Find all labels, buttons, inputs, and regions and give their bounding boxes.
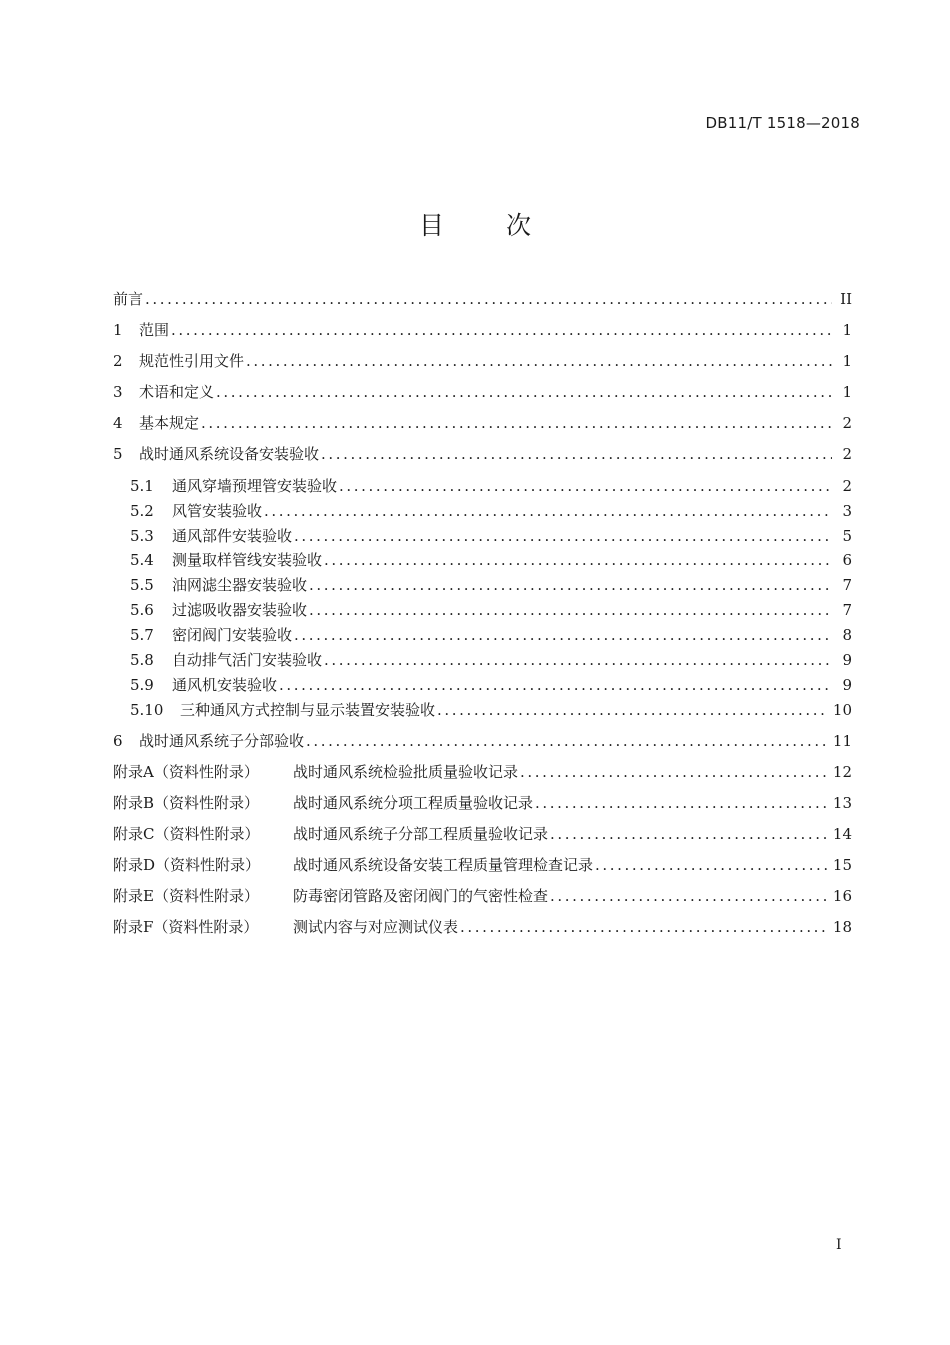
toc-leader-dots <box>339 477 832 495</box>
toc-appendix-tag: 附录B（资料性附录） <box>113 794 260 812</box>
page-title <box>0 206 950 242</box>
toc-entry-number: 4 <box>113 414 123 432</box>
toc-page-number: 1 <box>842 352 852 370</box>
toc-page-number: 18 <box>832 918 852 936</box>
toc-entry-number: 5.5 <box>130 576 154 594</box>
toc-page-number: 11 <box>832 732 852 750</box>
toc-page-number: 6 <box>842 551 852 569</box>
toc-leader-dots <box>550 825 827 843</box>
toc-entry-title: 前言 <box>113 290 144 308</box>
toc-entry-5-9[interactable] <box>113 674 852 698</box>
toc-leader-dots <box>595 856 827 874</box>
toc-page-number: 13 <box>832 794 852 812</box>
toc-entry-title: 战时通风系统设备安装工程质量管理检查记录 <box>293 856 594 874</box>
toc-leader-dots <box>306 732 827 750</box>
toc-entry-appendix-a[interactable] <box>113 761 852 785</box>
toc-entry-appendix-d[interactable] <box>113 854 852 878</box>
toc-page-number: 15 <box>832 856 852 874</box>
toc-entry-title: 通风部件安装验收 <box>172 527 293 545</box>
toc-leader-dots <box>520 763 827 781</box>
toc-entry-appendix-f[interactable] <box>113 916 852 940</box>
toc-entry-number: 6 <box>113 732 123 750</box>
toc-page-number: 12 <box>832 763 852 781</box>
toc-appendix-tag: 附录C（资料性附录） <box>113 825 260 843</box>
toc-entry-number: 5.2 <box>130 502 154 520</box>
title-char-2: 次 <box>506 211 532 240</box>
toc-entry-number: 5.10 <box>130 701 164 719</box>
toc-leader-dots <box>324 551 832 569</box>
toc-entry-title: 战时通风系统分项工程质量验收记录 <box>293 794 534 812</box>
toc-entry-5-6[interactable] <box>113 599 852 623</box>
toc-entry-title: 过滤吸收器安装验收 <box>172 601 308 619</box>
standard-code: DB11/T 1518—2018 <box>705 114 860 132</box>
toc-entry-appendix-e[interactable] <box>113 885 852 909</box>
toc-entry-number: 5 <box>113 445 123 463</box>
toc-leader-dots <box>264 502 832 520</box>
toc-entry-5-4[interactable] <box>113 549 852 573</box>
toc-page-number: 14 <box>832 825 852 843</box>
toc-entry-title: 通风机安装验收 <box>172 676 278 694</box>
toc-page-number: 16 <box>832 887 852 905</box>
toc-entry-appendix-c[interactable] <box>113 823 852 847</box>
toc-entry-title: 范围 <box>139 321 170 339</box>
toc-page-number: 2 <box>842 445 852 463</box>
toc-page-number: 10 <box>832 701 852 719</box>
toc-page-number: 2 <box>842 414 852 432</box>
toc-entry-number: 5.1 <box>130 477 154 495</box>
toc-entry-title: 规范性引用文件 <box>139 352 245 370</box>
toc-page-number: 2 <box>842 477 852 495</box>
toc-appendix-tag: 附录E（资料性附录） <box>113 887 259 905</box>
toc-entry-foreword[interactable] <box>113 288 852 312</box>
toc-page-number: 7 <box>842 576 852 594</box>
toc-entry-4[interactable] <box>113 412 852 436</box>
toc-entry-title: 油网滤尘器安装验收 <box>172 576 308 594</box>
toc-entry-title: 自动排气活门安装验收 <box>172 651 323 669</box>
toc-entry-5-7[interactable] <box>113 624 852 648</box>
toc-entry-title: 术语和定义 <box>139 383 215 401</box>
toc-entry-number: 5.9 <box>130 676 154 694</box>
toc-leader-dots <box>279 676 832 694</box>
toc-leader-dots <box>309 576 832 594</box>
toc-entry-title: 测试内容与对应测试仪表 <box>293 918 459 936</box>
toc-leader-dots <box>437 701 827 719</box>
toc-page-number: 1 <box>842 383 852 401</box>
footer-page-number: I <box>836 1237 842 1253</box>
toc-entry-title: 三种通风方式控制与显示装置安装验收 <box>180 701 436 719</box>
toc-entry-title: 通风穿墙预埋管安装验收 <box>172 477 338 495</box>
toc-leader-dots <box>321 445 832 463</box>
toc-appendix-tag: 附录D（资料性附录） <box>113 856 261 874</box>
toc-entry-appendix-b[interactable] <box>113 792 852 816</box>
toc-leader-dots <box>309 601 832 619</box>
toc-entry-number: 3 <box>113 383 123 401</box>
toc-entry-1[interactable] <box>113 319 852 343</box>
toc-leader-dots <box>294 527 832 545</box>
toc-entry-number: 1 <box>113 321 123 339</box>
toc-page-number: 8 <box>842 626 852 644</box>
toc-entry-title: 战时通风系统检验批质量验收记录 <box>293 763 519 781</box>
toc-entry-number: 5.6 <box>130 601 154 619</box>
toc-page-number: 1 <box>842 321 852 339</box>
toc-entry-5-1[interactable] <box>113 475 852 499</box>
toc-page-number: 3 <box>842 502 852 520</box>
toc-entry-number: 2 <box>113 352 123 370</box>
toc-entry-5-10[interactable] <box>113 699 852 723</box>
toc-leader-dots <box>550 887 827 905</box>
toc-leader-dots <box>294 626 832 644</box>
toc-entry-5-8[interactable] <box>113 649 852 673</box>
toc-entry-title: 战时通风系统子分部工程质量验收记录 <box>293 825 549 843</box>
toc-entry-number: 5.7 <box>130 626 154 644</box>
toc-leader-dots <box>201 414 832 432</box>
toc-page-number: 9 <box>842 651 852 669</box>
toc-entry-title: 基本规定 <box>139 414 200 432</box>
toc-entry-5-2[interactable] <box>113 500 852 524</box>
toc-entry-title: 战时通风系统子分部验收 <box>139 732 305 750</box>
toc-leader-dots <box>535 794 827 812</box>
toc-entry-number: 5.3 <box>130 527 154 545</box>
toc-entry-3[interactable] <box>113 381 852 405</box>
title-char-1: 目 <box>418 211 444 240</box>
toc-page-number: 9 <box>842 676 852 694</box>
toc-entry-title: 防毒密闭管路及密闭阀门的气密性检查 <box>293 887 549 905</box>
toc-leader-dots <box>246 352 832 370</box>
toc-entry-5-3[interactable] <box>113 525 852 549</box>
toc-entry-title: 风管安装验收 <box>172 502 263 520</box>
toc-entry-6[interactable] <box>113 730 852 754</box>
toc-leader-dots <box>171 321 832 339</box>
toc-appendix-tag: 附录F（资料性附录） <box>113 918 259 936</box>
toc-entry-number: 5.8 <box>130 651 154 669</box>
toc-entry-2[interactable] <box>113 350 852 374</box>
toc-page-number: 7 <box>842 601 852 619</box>
toc-leader-dots <box>216 383 832 401</box>
toc-entry-5[interactable] <box>113 443 852 467</box>
toc-leader-dots <box>324 651 832 669</box>
toc-entry-number: 5.4 <box>130 551 154 569</box>
toc-page-number: II <box>840 290 852 308</box>
toc-entry-title: 测量取样管线安装验收 <box>172 551 323 569</box>
toc-entry-title: 密闭阀门安装验收 <box>172 626 293 644</box>
toc-entry-title: 战时通风系统设备安装验收 <box>139 445 320 463</box>
toc-page-number: 5 <box>842 527 852 545</box>
toc-leader-dots <box>460 918 827 936</box>
toc-entry-5-5[interactable] <box>113 574 852 598</box>
toc-leader-dots <box>145 290 832 308</box>
toc-appendix-tag: 附录A（资料性附录） <box>113 763 259 781</box>
